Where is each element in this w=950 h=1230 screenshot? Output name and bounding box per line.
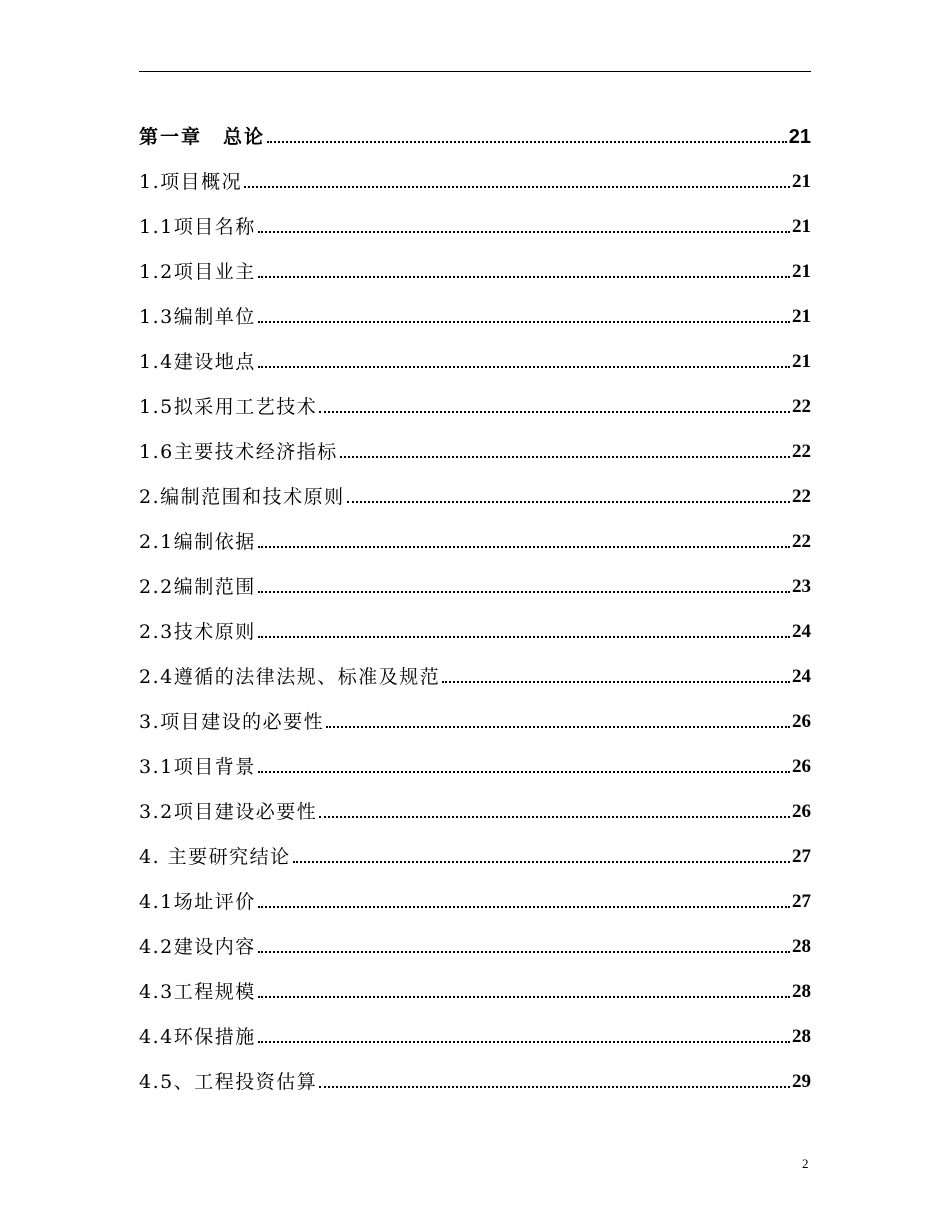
toc-entry-page-number: 21 bbox=[792, 306, 811, 327]
toc-entry[interactable] bbox=[139, 329, 811, 374]
toc-entry[interactable] bbox=[139, 599, 811, 644]
toc-entry-title: 1.1项目名称 bbox=[139, 216, 256, 238]
toc-entry-page-number: 22 bbox=[792, 486, 811, 507]
toc-entry[interactable] bbox=[139, 914, 811, 959]
toc-entry-page-number: 24 bbox=[792, 666, 811, 687]
toc-entry-page-number: 21 bbox=[792, 171, 811, 192]
toc-entry-title: 2.1编制依据 bbox=[139, 531, 256, 553]
toc-dot-leader bbox=[258, 1041, 790, 1043]
toc-entry[interactable] bbox=[139, 1004, 811, 1049]
toc-entry-title: 3.1项目背景 bbox=[139, 756, 256, 778]
toc-entry[interactable] bbox=[139, 1049, 811, 1094]
toc-entry-page-number: 26 bbox=[792, 711, 811, 732]
toc-entry-title: 1.4建设地点 bbox=[139, 351, 256, 373]
toc-entry[interactable] bbox=[139, 239, 811, 284]
toc-entry-title: 4. 主要研究结论 bbox=[139, 846, 291, 868]
toc-entry-page-number: 21 bbox=[788, 126, 811, 148]
toc-entry[interactable] bbox=[139, 464, 811, 509]
toc-entry-title: 1.2项目业主 bbox=[139, 261, 256, 283]
toc-entry[interactable] bbox=[139, 644, 811, 689]
toc-dot-leader bbox=[258, 276, 790, 278]
toc-dot-leader bbox=[442, 681, 790, 683]
toc-dot-leader bbox=[267, 141, 787, 143]
toc-dot-leader bbox=[340, 456, 790, 458]
toc-entry-page-number: 28 bbox=[792, 981, 811, 1002]
toc-entry[interactable] bbox=[139, 509, 811, 554]
toc-entry[interactable] bbox=[139, 374, 811, 419]
toc-entry[interactable] bbox=[139, 959, 811, 1004]
toc-dot-leader bbox=[319, 1086, 790, 1088]
toc-entry-page-number: 23 bbox=[792, 576, 811, 597]
toc-entry[interactable] bbox=[139, 779, 811, 824]
toc-dot-leader bbox=[319, 411, 790, 413]
toc-entry-page-number: 28 bbox=[792, 1026, 811, 1047]
toc-dot-leader bbox=[258, 231, 790, 233]
toc-dot-leader bbox=[258, 321, 790, 323]
toc-entry-title: 2.2编制范围 bbox=[139, 576, 256, 598]
toc-dot-leader bbox=[258, 546, 790, 548]
toc-entry-title: 4.4环保措施 bbox=[139, 1026, 256, 1048]
toc-entry-title: 1.6主要技术经济指标 bbox=[139, 441, 338, 463]
toc-entry-title: 4.2建设内容 bbox=[139, 936, 256, 958]
toc-entry-title: 4.1场址评价 bbox=[139, 891, 256, 913]
toc-entry[interactable] bbox=[139, 689, 811, 734]
toc-chapter-entry[interactable] bbox=[139, 104, 811, 149]
table-of-contents bbox=[139, 104, 811, 1094]
toc-entry-title: 2.编制范围和技术原则 bbox=[139, 486, 345, 508]
toc-entry-title: 2.4遵循的法律法规、标准及规范 bbox=[139, 666, 441, 688]
toc-entry-page-number: 21 bbox=[792, 351, 811, 372]
toc-dot-leader bbox=[347, 501, 790, 503]
toc-dot-leader bbox=[258, 951, 790, 953]
toc-entry-title: 4.5、工程投资估算 bbox=[139, 1071, 318, 1093]
toc-entry[interactable] bbox=[139, 554, 811, 599]
toc-entry[interactable] bbox=[139, 149, 811, 194]
toc-entry-page-number: 21 bbox=[792, 216, 811, 237]
toc-entry-title: 第一章 总论 bbox=[139, 126, 266, 148]
toc-entry[interactable] bbox=[139, 869, 811, 914]
toc-dot-leader bbox=[293, 861, 790, 863]
toc-entry-title: 1.5拟采用工艺技术 bbox=[139, 396, 318, 418]
toc-dot-leader bbox=[326, 726, 790, 728]
toc-entry-title: 1.3编制单位 bbox=[139, 306, 256, 328]
toc-dot-leader bbox=[319, 816, 790, 818]
toc-entry-title: 3.项目建设的必要性 bbox=[139, 711, 325, 733]
page-number: 2 bbox=[802, 1156, 809, 1171]
toc-entry-title: 2.3技术原则 bbox=[139, 621, 256, 643]
toc-entry-page-number: 24 bbox=[792, 621, 811, 642]
toc-entry-title: 4.3工程规模 bbox=[139, 981, 256, 1003]
toc-entry-page-number: 22 bbox=[792, 396, 811, 417]
toc-entry[interactable] bbox=[139, 419, 811, 464]
toc-entry-page-number: 26 bbox=[792, 756, 811, 777]
toc-dot-leader bbox=[258, 636, 790, 638]
toc-entry-page-number: 27 bbox=[792, 846, 811, 867]
toc-dot-leader bbox=[244, 186, 790, 188]
toc-entry-page-number: 27 bbox=[792, 891, 811, 912]
toc-entry[interactable] bbox=[139, 194, 811, 239]
toc-entry-page-number: 21 bbox=[792, 261, 811, 282]
toc-entry-page-number: 22 bbox=[792, 531, 811, 552]
toc-entry-page-number: 29 bbox=[792, 1071, 811, 1092]
toc-entry[interactable] bbox=[139, 824, 811, 869]
toc-entry-page-number: 28 bbox=[792, 936, 811, 957]
toc-dot-leader bbox=[258, 366, 790, 368]
toc-entry[interactable] bbox=[139, 734, 811, 779]
toc-entry-page-number: 26 bbox=[792, 801, 811, 822]
toc-entry-title: 1.项目概况 bbox=[139, 171, 243, 193]
toc-dot-leader bbox=[258, 771, 790, 773]
toc-dot-leader bbox=[258, 906, 790, 908]
toc-entry[interactable] bbox=[139, 284, 811, 329]
toc-dot-leader bbox=[258, 591, 790, 593]
toc-dot-leader bbox=[258, 996, 790, 998]
header-rule bbox=[139, 71, 811, 72]
toc-entry-page-number: 22 bbox=[792, 441, 811, 462]
toc-entry-title: 3.2项目建设必要性 bbox=[139, 801, 318, 823]
